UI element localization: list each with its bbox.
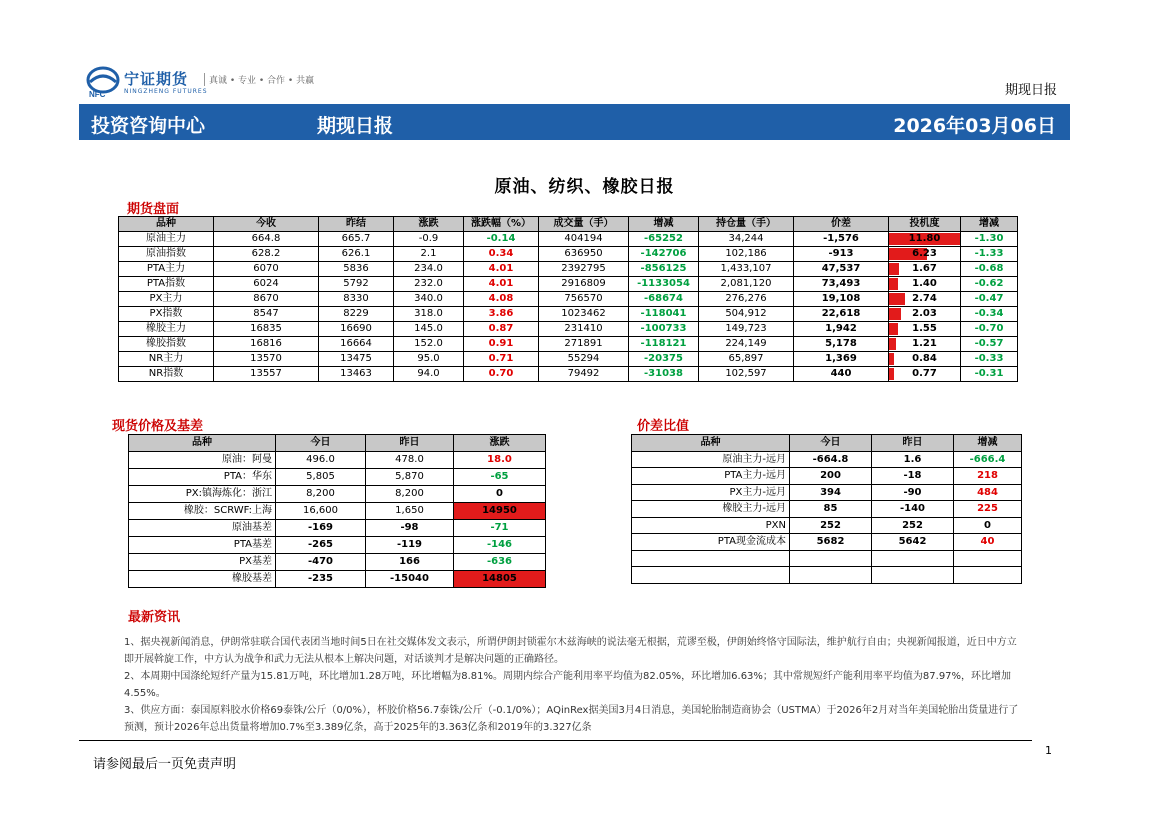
row-label: 原油基差 bbox=[129, 520, 276, 537]
logo-icon bbox=[86, 66, 120, 98]
value-cell: 16816 bbox=[214, 337, 319, 352]
change-cell: -71 bbox=[454, 520, 546, 537]
logo-abbr: NFC bbox=[89, 90, 106, 98]
change-pct-cell: 0.87 bbox=[464, 322, 539, 337]
disclaimer: 请参阅最后一页免责声明 bbox=[93, 757, 237, 772]
spread-cell: 73,493 bbox=[794, 277, 889, 292]
value-cell: -235 bbox=[276, 571, 366, 588]
value-cell: 1.6 bbox=[872, 451, 954, 468]
value-cell: 234.0 bbox=[394, 262, 464, 277]
change-pct-cell: 4.08 bbox=[464, 292, 539, 307]
open-interest-cell: 34,244 bbox=[699, 232, 794, 247]
spread-cell: 440 bbox=[794, 367, 889, 382]
column-header: 投机度 bbox=[889, 217, 961, 232]
value-cell: 8,200 bbox=[366, 486, 454, 503]
oi-change-cell: -0.47 bbox=[961, 292, 1018, 307]
column-header: 价差 bbox=[794, 217, 889, 232]
value-cell: 8229 bbox=[319, 307, 394, 322]
value-cell: 8547 bbox=[214, 307, 319, 322]
value-cell: 665.7 bbox=[319, 232, 394, 247]
column-header: 昨结 bbox=[319, 217, 394, 232]
speculation-bar bbox=[889, 323, 898, 335]
speculation-bar bbox=[889, 338, 896, 350]
value-cell: 55294 bbox=[539, 352, 629, 367]
table-row bbox=[129, 520, 546, 537]
table-row bbox=[632, 501, 1022, 518]
value-cell: -470 bbox=[276, 554, 366, 571]
row-label: PX主力 bbox=[119, 292, 214, 307]
table-row bbox=[119, 352, 1018, 367]
row-label: PX:镇海炼化：浙江 bbox=[129, 486, 276, 503]
value-cell: 166 bbox=[366, 554, 454, 571]
value-cell: 1,650 bbox=[366, 503, 454, 520]
speculation-value: 1.21 bbox=[912, 338, 937, 349]
value-cell: 252 bbox=[872, 517, 954, 534]
news-item: 3、供应方面：泰国原料胶水价格69泰铢/公斤（0/0%），杯胶价格56.7泰铢/公斤（-0.1/0%）；AQinRex据美国3月4日消息，美国轮胎制造商协会（USTMA）于2026年2月对当年美国轮胎出货量进行了预测，预计2026年总出货量将增加0.7%至3.389亿条，高于2025年的3.363亿条和2019年的3.327亿条 bbox=[124, 705, 1019, 733]
row-label: PX主力-远月 bbox=[632, 484, 790, 501]
column-header: 今收 bbox=[214, 217, 319, 232]
row-label: PTA指数 bbox=[119, 277, 214, 292]
banner-report-name: 期现日报 bbox=[317, 115, 394, 137]
speculation-cell bbox=[889, 337, 961, 352]
value-cell: 8670 bbox=[214, 292, 319, 307]
change-cell: 225 bbox=[954, 501, 1022, 518]
speculation-cell bbox=[889, 277, 961, 292]
value-cell: 340.0 bbox=[394, 292, 464, 307]
speculation-bar bbox=[889, 293, 905, 305]
table-row bbox=[119, 277, 1018, 292]
spread-cell: 47,537 bbox=[794, 262, 889, 277]
banner-department: 投资咨询中心 bbox=[91, 115, 206, 137]
page-number: 1 bbox=[1045, 744, 1052, 757]
futures-section-title: 期货盘面 bbox=[127, 202, 180, 217]
slogan: 真诚 • 专业 • 合作 • 共赢 bbox=[204, 73, 314, 86]
table-row bbox=[632, 517, 1022, 534]
column-header: 增减 bbox=[629, 217, 699, 232]
column-header: 持仓量（手） bbox=[699, 217, 794, 232]
spread-cell: 22,618 bbox=[794, 307, 889, 322]
change-cell: 18.0 bbox=[454, 452, 546, 469]
title-banner bbox=[79, 104, 1070, 140]
spread-cell: 1,369 bbox=[794, 352, 889, 367]
value-cell: 394 bbox=[790, 484, 872, 501]
column-header: 今日 bbox=[276, 435, 366, 452]
change-cell: 218 bbox=[954, 468, 1022, 485]
table-row bbox=[119, 322, 1018, 337]
value-cell: 5836 bbox=[319, 262, 394, 277]
spread-cell: -1,576 bbox=[794, 232, 889, 247]
row-label: PTA现金流成本 bbox=[632, 534, 790, 551]
row-label: PXN bbox=[632, 517, 790, 534]
volume-change-cell: -856125 bbox=[629, 262, 699, 277]
table-row bbox=[129, 469, 546, 486]
table-row bbox=[129, 486, 546, 503]
spread-section-title: 价差比值 bbox=[637, 419, 690, 434]
value-cell: -0.9 bbox=[394, 232, 464, 247]
column-header: 成交量（手） bbox=[539, 217, 629, 232]
value-cell: 232.0 bbox=[394, 277, 464, 292]
value-cell: 318.0 bbox=[394, 307, 464, 322]
value-cell: -98 bbox=[366, 520, 454, 537]
speculation-value: 2.03 bbox=[912, 308, 937, 319]
value-cell: 6024 bbox=[214, 277, 319, 292]
change-pct-cell: 4.01 bbox=[464, 262, 539, 277]
value-cell: -265 bbox=[276, 537, 366, 554]
value-cell: 231410 bbox=[539, 322, 629, 337]
oi-change-cell: -0.31 bbox=[961, 367, 1018, 382]
oi-change-cell: -0.34 bbox=[961, 307, 1018, 322]
value-cell: 13463 bbox=[319, 367, 394, 382]
speculation-value: 6.23 bbox=[912, 248, 937, 259]
news-section-title: 最新资讯 bbox=[128, 610, 181, 625]
speculation-bar bbox=[889, 353, 894, 365]
value-cell: -119 bbox=[366, 537, 454, 554]
row-label: 橡胶主力-远月 bbox=[632, 501, 790, 518]
change-cell bbox=[954, 550, 1022, 567]
oi-change-cell: -0.62 bbox=[961, 277, 1018, 292]
speculation-value: 11.80 bbox=[908, 233, 941, 244]
value-cell: -169 bbox=[276, 520, 366, 537]
value-cell: 756570 bbox=[539, 292, 629, 307]
change-pct-cell: 0.91 bbox=[464, 337, 539, 352]
news-item: 1、据央视新闻消息，伊朗常驻联合国代表团当地时间5日在社交媒体发文表示，所谓伊朗封锁霍尔木兹海峡的说法毫无根据，荒谬至极，伊朗始终恪守国际法，维护航行自由；央视新闻报道，近日中方立即开展斡旋工作，中方认为战争和武力无法从根本上解决问题，对话谈判才是解决问题的正确路径。 bbox=[124, 637, 1017, 665]
value-cell: 16,600 bbox=[276, 503, 366, 520]
column-header: 品种 bbox=[129, 435, 276, 452]
value-cell: 94.0 bbox=[394, 367, 464, 382]
open-interest-cell: 102,597 bbox=[699, 367, 794, 382]
speculation-bar bbox=[889, 278, 898, 290]
oi-change-cell: -0.68 bbox=[961, 262, 1018, 277]
row-label: PTA基差 bbox=[129, 537, 276, 554]
column-header: 增减 bbox=[954, 435, 1022, 452]
value-cell: 496.0 bbox=[276, 452, 366, 469]
table-row bbox=[129, 503, 546, 520]
open-interest-cell: 276,276 bbox=[699, 292, 794, 307]
row-label: PX基差 bbox=[129, 554, 276, 571]
column-header: 品种 bbox=[119, 217, 214, 232]
change-cell: 0 bbox=[454, 486, 546, 503]
value-cell: 2.1 bbox=[394, 247, 464, 262]
value-cell bbox=[872, 567, 954, 584]
column-header: 昨日 bbox=[366, 435, 454, 452]
column-header: 涨跌 bbox=[454, 435, 546, 452]
volume-change-cell: -100733 bbox=[629, 322, 699, 337]
row-label: PTA：华东 bbox=[129, 469, 276, 486]
speculation-value: 1.40 bbox=[912, 278, 937, 289]
change-pct-cell: 4.01 bbox=[464, 277, 539, 292]
row-label: 原油：阿曼 bbox=[129, 452, 276, 469]
value-cell: 85 bbox=[790, 501, 872, 518]
row-label bbox=[632, 567, 790, 584]
speculation-cell bbox=[889, 262, 961, 277]
change-cell: -636 bbox=[454, 554, 546, 571]
value-cell: 5,870 bbox=[366, 469, 454, 486]
oi-change-cell: -1.33 bbox=[961, 247, 1018, 262]
value-cell: 145.0 bbox=[394, 322, 464, 337]
value-cell: -15040 bbox=[366, 571, 454, 588]
value-cell: 13475 bbox=[319, 352, 394, 367]
row-label: NR指数 bbox=[119, 367, 214, 382]
value-cell: 95.0 bbox=[394, 352, 464, 367]
speculation-bar bbox=[889, 263, 899, 275]
value-cell: -18 bbox=[872, 468, 954, 485]
column-header: 涨跌幅（%） bbox=[464, 217, 539, 232]
value-cell: 664.8 bbox=[214, 232, 319, 247]
open-interest-cell: 65,897 bbox=[699, 352, 794, 367]
table-row bbox=[119, 247, 1018, 262]
volume-change-cell: -1133054 bbox=[629, 277, 699, 292]
value-cell: -664.8 bbox=[790, 451, 872, 468]
value-cell: 5,805 bbox=[276, 469, 366, 486]
speculation-bar bbox=[889, 368, 894, 380]
speculation-value: 1.67 bbox=[912, 263, 937, 274]
news-item: 2、本周期中国涤纶短纤产量为15.81万吨，环比增加1.28万吨，环比增幅为8.81%。周期内综合产能利用率平均值为82.05%，环比增加6.63%；其中常规短纤产能利用率平均值为87.97%，环比增加4.55%。 bbox=[124, 671, 1012, 699]
change-cell bbox=[954, 567, 1022, 584]
change-cell: 14805 bbox=[454, 571, 546, 588]
speculation-cell bbox=[889, 232, 961, 247]
value-cell: 16690 bbox=[319, 322, 394, 337]
value-cell: 404194 bbox=[539, 232, 629, 247]
value-cell bbox=[790, 550, 872, 567]
value-cell: 5642 bbox=[872, 534, 954, 551]
row-label: 橡胶：SCRWF:上海 bbox=[129, 503, 276, 520]
volume-change-cell: -118121 bbox=[629, 337, 699, 352]
banner-date: 2026年03月06日 bbox=[893, 115, 1056, 137]
news-list bbox=[124, 634, 1024, 736]
value-cell: 8330 bbox=[319, 292, 394, 307]
spot-section-title: 现货价格及基差 bbox=[112, 419, 204, 434]
volume-change-cell: -31038 bbox=[629, 367, 699, 382]
change-cell: 40 bbox=[954, 534, 1022, 551]
value-cell: 628.2 bbox=[214, 247, 319, 262]
change-pct-cell: 0.71 bbox=[464, 352, 539, 367]
table-row bbox=[119, 307, 1018, 322]
oi-change-cell: -0.57 bbox=[961, 337, 1018, 352]
column-header: 昨日 bbox=[872, 435, 954, 452]
doc-type: 期现日报 bbox=[1004, 83, 1057, 98]
value-cell bbox=[790, 567, 872, 584]
footer-divider bbox=[79, 740, 1032, 741]
open-interest-cell: 2,081,120 bbox=[699, 277, 794, 292]
value-cell: 16664 bbox=[319, 337, 394, 352]
open-interest-cell: 1,433,107 bbox=[699, 262, 794, 277]
row-label: 橡胶主力 bbox=[119, 322, 214, 337]
value-cell: 252 bbox=[790, 517, 872, 534]
spread-cell: 19,108 bbox=[794, 292, 889, 307]
value-cell: 478.0 bbox=[366, 452, 454, 469]
oi-change-cell: -0.70 bbox=[961, 322, 1018, 337]
open-interest-cell: 149,723 bbox=[699, 322, 794, 337]
row-label: 原油主力-远月 bbox=[632, 451, 790, 468]
table-row bbox=[129, 452, 546, 469]
page-title: 原油、纺织、橡胶日报 bbox=[494, 177, 675, 197]
table-row bbox=[632, 468, 1022, 485]
value-cell: 5682 bbox=[790, 534, 872, 551]
volume-change-cell: -118041 bbox=[629, 307, 699, 322]
table-row bbox=[129, 571, 546, 588]
speculation-cell bbox=[889, 307, 961, 322]
logo-text: 宁证期货 bbox=[124, 70, 189, 88]
volume-change-cell: -68674 bbox=[629, 292, 699, 307]
spot-table bbox=[128, 434, 546, 588]
value-cell: 8,200 bbox=[276, 486, 366, 503]
change-cell: -666.4 bbox=[954, 451, 1022, 468]
change-cell: -146 bbox=[454, 537, 546, 554]
value-cell: 13570 bbox=[214, 352, 319, 367]
value-cell: 5792 bbox=[319, 277, 394, 292]
value-cell: 636950 bbox=[539, 247, 629, 262]
value-cell: 13557 bbox=[214, 367, 319, 382]
row-label: PTA主力-远月 bbox=[632, 468, 790, 485]
speculation-value: 0.84 bbox=[912, 353, 937, 364]
speculation-cell bbox=[889, 367, 961, 382]
value-cell bbox=[872, 550, 954, 567]
table-row bbox=[632, 534, 1022, 551]
open-interest-cell: 102,186 bbox=[699, 247, 794, 262]
change-cell: 0 bbox=[954, 517, 1022, 534]
speculation-cell bbox=[889, 292, 961, 307]
spread-cell: -913 bbox=[794, 247, 889, 262]
speculation-bar bbox=[889, 308, 901, 320]
spread-cell: 5,178 bbox=[794, 337, 889, 352]
change-pct-cell: 0.34 bbox=[464, 247, 539, 262]
spread-table bbox=[631, 434, 1022, 584]
row-label: NR主力 bbox=[119, 352, 214, 367]
change-cell: 484 bbox=[954, 484, 1022, 501]
table-row bbox=[129, 554, 546, 571]
table-row bbox=[119, 337, 1018, 352]
value-cell: 152.0 bbox=[394, 337, 464, 352]
value-cell: 200 bbox=[790, 468, 872, 485]
value-cell: 2916809 bbox=[539, 277, 629, 292]
speculation-cell bbox=[889, 247, 961, 262]
table-row bbox=[119, 367, 1018, 382]
row-label bbox=[632, 550, 790, 567]
spread-cell: 1,942 bbox=[794, 322, 889, 337]
value-cell: -140 bbox=[872, 501, 954, 518]
logo-english: NINGZHENG FUTURES bbox=[124, 88, 208, 95]
table-row bbox=[632, 451, 1022, 468]
value-cell: 16835 bbox=[214, 322, 319, 337]
change-cell: -65 bbox=[454, 469, 546, 486]
oi-change-cell: -0.33 bbox=[961, 352, 1018, 367]
speculation-value: 2.74 bbox=[912, 293, 937, 304]
column-header: 涨跌 bbox=[394, 217, 464, 232]
open-interest-cell: 504,912 bbox=[699, 307, 794, 322]
table-row bbox=[119, 292, 1018, 307]
table-row bbox=[129, 537, 546, 554]
value-cell: 6070 bbox=[214, 262, 319, 277]
futures-table bbox=[118, 216, 1018, 382]
value-cell: -90 bbox=[872, 484, 954, 501]
change-pct-cell: 0.70 bbox=[464, 367, 539, 382]
table-row bbox=[119, 262, 1018, 277]
speculation-value: 1.55 bbox=[912, 323, 937, 334]
column-header: 今日 bbox=[790, 435, 872, 452]
value-cell: 271891 bbox=[539, 337, 629, 352]
column-header: 增减 bbox=[961, 217, 1018, 232]
row-label: PTA主力 bbox=[119, 262, 214, 277]
open-interest-cell: 224,149 bbox=[699, 337, 794, 352]
change-cell: 14950 bbox=[454, 503, 546, 520]
table-row bbox=[632, 567, 1022, 584]
value-cell: 626.1 bbox=[319, 247, 394, 262]
row-label: 橡胶基差 bbox=[129, 571, 276, 588]
row-label: 原油指数 bbox=[119, 247, 214, 262]
table-row bbox=[119, 232, 1018, 247]
speculation-value: 0.77 bbox=[912, 368, 937, 379]
volume-change-cell: -142706 bbox=[629, 247, 699, 262]
table-row bbox=[632, 550, 1022, 567]
column-header: 品种 bbox=[632, 435, 790, 452]
table-row bbox=[632, 484, 1022, 501]
row-label: 橡胶指数 bbox=[119, 337, 214, 352]
row-label: 原油主力 bbox=[119, 232, 214, 247]
change-pct-cell: -0.14 bbox=[464, 232, 539, 247]
speculation-cell bbox=[889, 352, 961, 367]
volume-change-cell: -65252 bbox=[629, 232, 699, 247]
oi-change-cell: -1.30 bbox=[961, 232, 1018, 247]
row-label: PX指数 bbox=[119, 307, 214, 322]
value-cell: 79492 bbox=[539, 367, 629, 382]
value-cell: 2392795 bbox=[539, 262, 629, 277]
speculation-cell bbox=[889, 322, 961, 337]
value-cell: 1023462 bbox=[539, 307, 629, 322]
change-pct-cell: 3.86 bbox=[464, 307, 539, 322]
volume-change-cell: -20375 bbox=[629, 352, 699, 367]
